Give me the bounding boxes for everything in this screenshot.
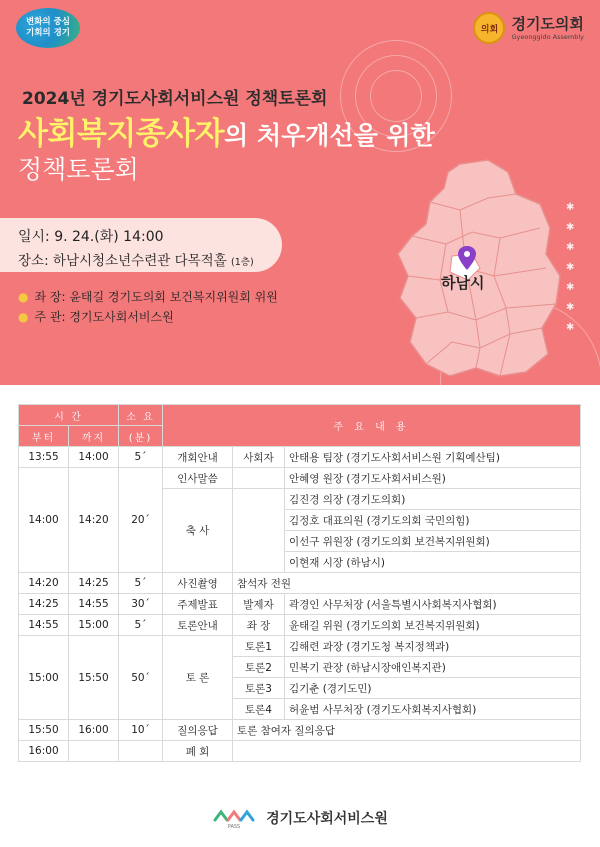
table-row: 14:20 14:25 5´ 사진촬영 참석자 전원 [19,573,581,594]
table-row: 축 사 김진경 의장 (경기도의회) [19,489,581,510]
assembly-logo [473,12,584,44]
assembly-name: 경기도의회 [511,14,584,33]
header-content: 주 요 내 용 [163,405,581,447]
table-header-row [19,405,581,426]
event-title-line2: 정책토론회 [18,155,139,184]
table-row: 15:50 16:00 10´ 질의응답 토론 참여자 질의응답 [19,720,581,741]
bullet-dot-icon: ● [18,290,29,304]
assembly-seal-icon: 의회 [473,12,505,44]
map-label: 하남시 [441,274,485,292]
footer [0,806,600,830]
table-row: 13:55 14:00 5´ 개회안내 사회자 안태용 팀장 (경기도사회서비스원 기획예산팀) [19,447,581,468]
header-to: 까지 [69,426,119,447]
table-row: 토론2 민복기 관장 (하남시장애인복지관) [19,657,581,678]
slogan-line-2: 기회의 경기 [25,28,70,38]
header-duration-unit: (분) [119,426,163,447]
host-info: ● 주 관: 경기도사회서비스원 [18,310,174,324]
event-title [18,108,435,153]
slogan-line-1: 변화의 중심 [25,17,70,27]
table-row: 토론4 허윤범 사무처장 (경기도사회복지사협회) [19,699,581,720]
pass-logo-icon [212,806,258,830]
table-row: 14:25 14:55 30´ 주제발표 발제자 곽경인 사무처장 (서울특별시사회복지사협회) [19,594,581,615]
table-row: 이선구 위원장 (경기도의회 보건복지위원회) [19,531,581,552]
header-time: 시 간 [19,405,119,426]
gyeonggi-map [390,158,570,380]
assembly-name-english: Gyeonggido Assembly [511,32,584,41]
svg-text:PASS: PASS [227,824,241,830]
bullet-dot-icon: ● [18,310,29,324]
table-row: 14:55 15:00 5´ 토론안내 좌 장 윤태길 위원 (경기도의회 보건복지위원회) [19,615,581,636]
table-row: 14:00 14:20 20´ 인사말씀 안혜영 원장 (경기도사회서비스원) [19,468,581,489]
title-highlight: 사회복지종사자 [18,116,225,152]
table-row: 15:00 15:50 50´ 토 론 토론1 김해련 과장 (경기도청 복지정책과) [19,636,581,657]
chair-info: ● 좌 장: 윤태길 경기도의회 보건복지위원회 위원 [18,290,278,304]
slogan-badge [16,8,80,48]
sparkle-decoration-icon: ✱ ✱ ✱ ✱ ✱ ✱ ✱ [566,202,575,333]
header-from: 부터 [19,426,69,447]
table-row: 김정호 대표의원 (경기도의회 국민의힘) [19,510,581,531]
table-row: 토론3 김기춘 (경기도민) [19,678,581,699]
table-row: 이현재 시장 (하남시) [19,552,581,573]
title-rest: 의 처우개선을 위한 [224,121,435,150]
table-row: 16:00 폐 회 [19,741,581,762]
footer-org-name: 경기도사회서비스원 [266,811,388,827]
schedule-table [18,404,581,762]
event-date: 일시: 9. 24.(화) 14:00 [18,229,164,245]
event-subtitle: 2024년 경기도사회서비스원 정책토론회 [22,89,328,109]
header-duration: 소 요 [119,405,163,426]
event-place: 장소: 하남시청소년수련관 다목적홀 (1층) [18,253,254,269]
